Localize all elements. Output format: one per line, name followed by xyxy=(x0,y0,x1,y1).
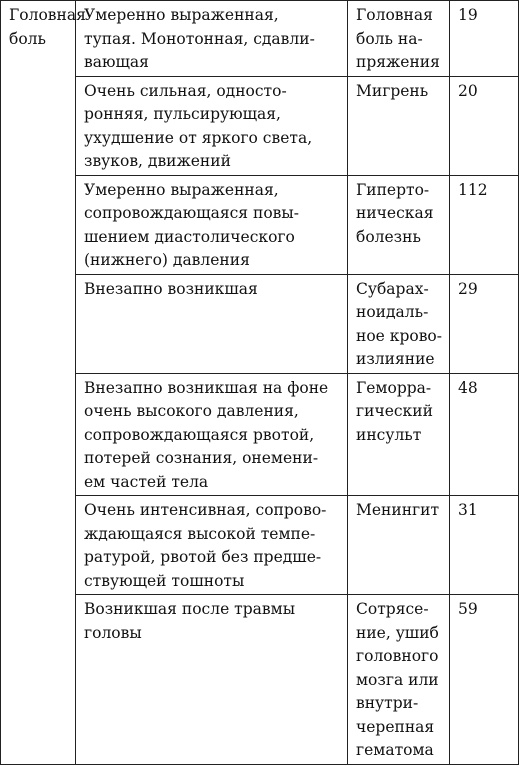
description-line: ухудшение от яркого света, xyxy=(84,128,313,147)
diagnosis-cell xyxy=(348,373,450,496)
reference-number-cell xyxy=(450,496,519,595)
description-cell xyxy=(76,595,348,765)
reference-number-cell xyxy=(450,1,519,77)
reference-number-cell xyxy=(450,175,519,274)
description-line: шением диастолического xyxy=(84,227,295,246)
diagnosis-line: ное крово- xyxy=(356,326,442,345)
description-cell xyxy=(76,76,348,175)
diagnosis-line: Мигрень xyxy=(356,81,429,100)
description-line: Умеренно выраженная, xyxy=(84,6,279,24)
reference-number: 112 xyxy=(458,180,488,199)
reference-number-cell xyxy=(450,76,519,175)
table-body xyxy=(1,1,519,765)
description-cell xyxy=(76,274,348,373)
description-line: звуков, движений xyxy=(84,152,231,170)
diagnosis-cell xyxy=(348,76,450,175)
diagnosis-line: Субарах- xyxy=(356,279,429,298)
diagnosis-line: пряжения xyxy=(356,53,440,71)
reference-number: 19 xyxy=(458,6,478,24)
description-line: ронняя, пульсирующая, xyxy=(84,105,281,123)
description-line: сопровождающаяся повы- xyxy=(84,204,299,222)
diagnosis-line: Головная xyxy=(356,6,433,24)
diagnosis-line: боль на- xyxy=(356,29,423,48)
description-line: вающая xyxy=(84,53,149,71)
description-line: сопровождающаяся рвотой, xyxy=(84,425,315,444)
diagnosis-line: болезнь xyxy=(356,227,421,246)
diagnosis-line: ническая xyxy=(356,204,434,222)
table-row xyxy=(1,175,519,274)
diagnosis-cell xyxy=(348,1,450,77)
diagnosis-cell xyxy=(348,274,450,373)
diagnosis-line: Гиперто- xyxy=(356,180,430,199)
symptom-category-cell xyxy=(1,1,86,765)
diagnosis-line: гематома xyxy=(356,741,434,759)
description-line: очень высокого давления, xyxy=(84,402,299,420)
reference-number: 48 xyxy=(458,378,478,397)
diagnosis-line: ноидаль- xyxy=(356,303,429,321)
table-row xyxy=(1,373,519,496)
diagnosis-line: Сотрясе- xyxy=(356,600,429,618)
reference-number-cell xyxy=(450,373,519,496)
description-line: ратурой, рвотой без предше- xyxy=(84,548,322,566)
description-cell xyxy=(76,1,348,77)
diagnosis-line: Менингит xyxy=(356,501,440,519)
reference-number: 59 xyxy=(458,600,478,618)
description-cell xyxy=(76,373,348,496)
description-line: Внезапно возникшая на фоне xyxy=(84,378,329,397)
reference-number-cell xyxy=(450,274,519,373)
description-line: Очень интенсивная, сопрово- xyxy=(84,501,327,519)
description-line: Внезапно возникшая xyxy=(84,279,258,298)
table-row xyxy=(1,496,519,595)
table-row xyxy=(1,274,519,373)
description-line: потерей сознания, онемени- xyxy=(84,449,319,467)
diagnosis-line: внутри- xyxy=(356,694,419,712)
diagnosis-cell xyxy=(348,595,450,765)
reference-number: 31 xyxy=(458,501,478,519)
description-cell xyxy=(76,175,348,274)
diagnosis-cell xyxy=(348,175,450,274)
diagnosis-line: головного xyxy=(356,647,439,665)
description-line: тупая. Монотонная, сдавли- xyxy=(84,29,315,48)
diagnosis-line: гический xyxy=(356,402,433,420)
description-line: головы xyxy=(84,623,142,642)
description-line: Возникшая после травмы xyxy=(84,600,296,618)
description-line: Очень сильная, односто- xyxy=(84,81,287,100)
table-row xyxy=(1,76,519,175)
diagnosis-line: черепная xyxy=(356,717,435,736)
description-line: (нижнего) давления xyxy=(84,251,250,269)
symptom-category-line: Головная xyxy=(9,6,86,24)
diagnosis-line: мозга или xyxy=(356,670,439,689)
description-line: ем частей тела xyxy=(84,472,209,491)
description-cell xyxy=(76,496,348,595)
reference-number: 20 xyxy=(458,81,478,100)
diagnosis-line: ние, ушиб xyxy=(356,623,439,642)
diagnosis-line: инсульт xyxy=(356,425,422,444)
reference-number-cell xyxy=(450,595,519,765)
table-row xyxy=(1,1,519,77)
symptom-category-line: боль xyxy=(9,29,46,48)
table-row xyxy=(1,595,519,765)
diagnosis-line: излияние xyxy=(356,350,435,368)
diagnosis-line: Геморра- xyxy=(356,378,432,397)
diagnosis-cell xyxy=(348,496,450,595)
reference-number: 29 xyxy=(458,279,478,298)
description-line: Умеренно выраженная, xyxy=(84,180,279,199)
description-line: ждающаяся высокой темпе- xyxy=(84,524,316,543)
description-line: ствующей тошноты xyxy=(84,571,245,590)
